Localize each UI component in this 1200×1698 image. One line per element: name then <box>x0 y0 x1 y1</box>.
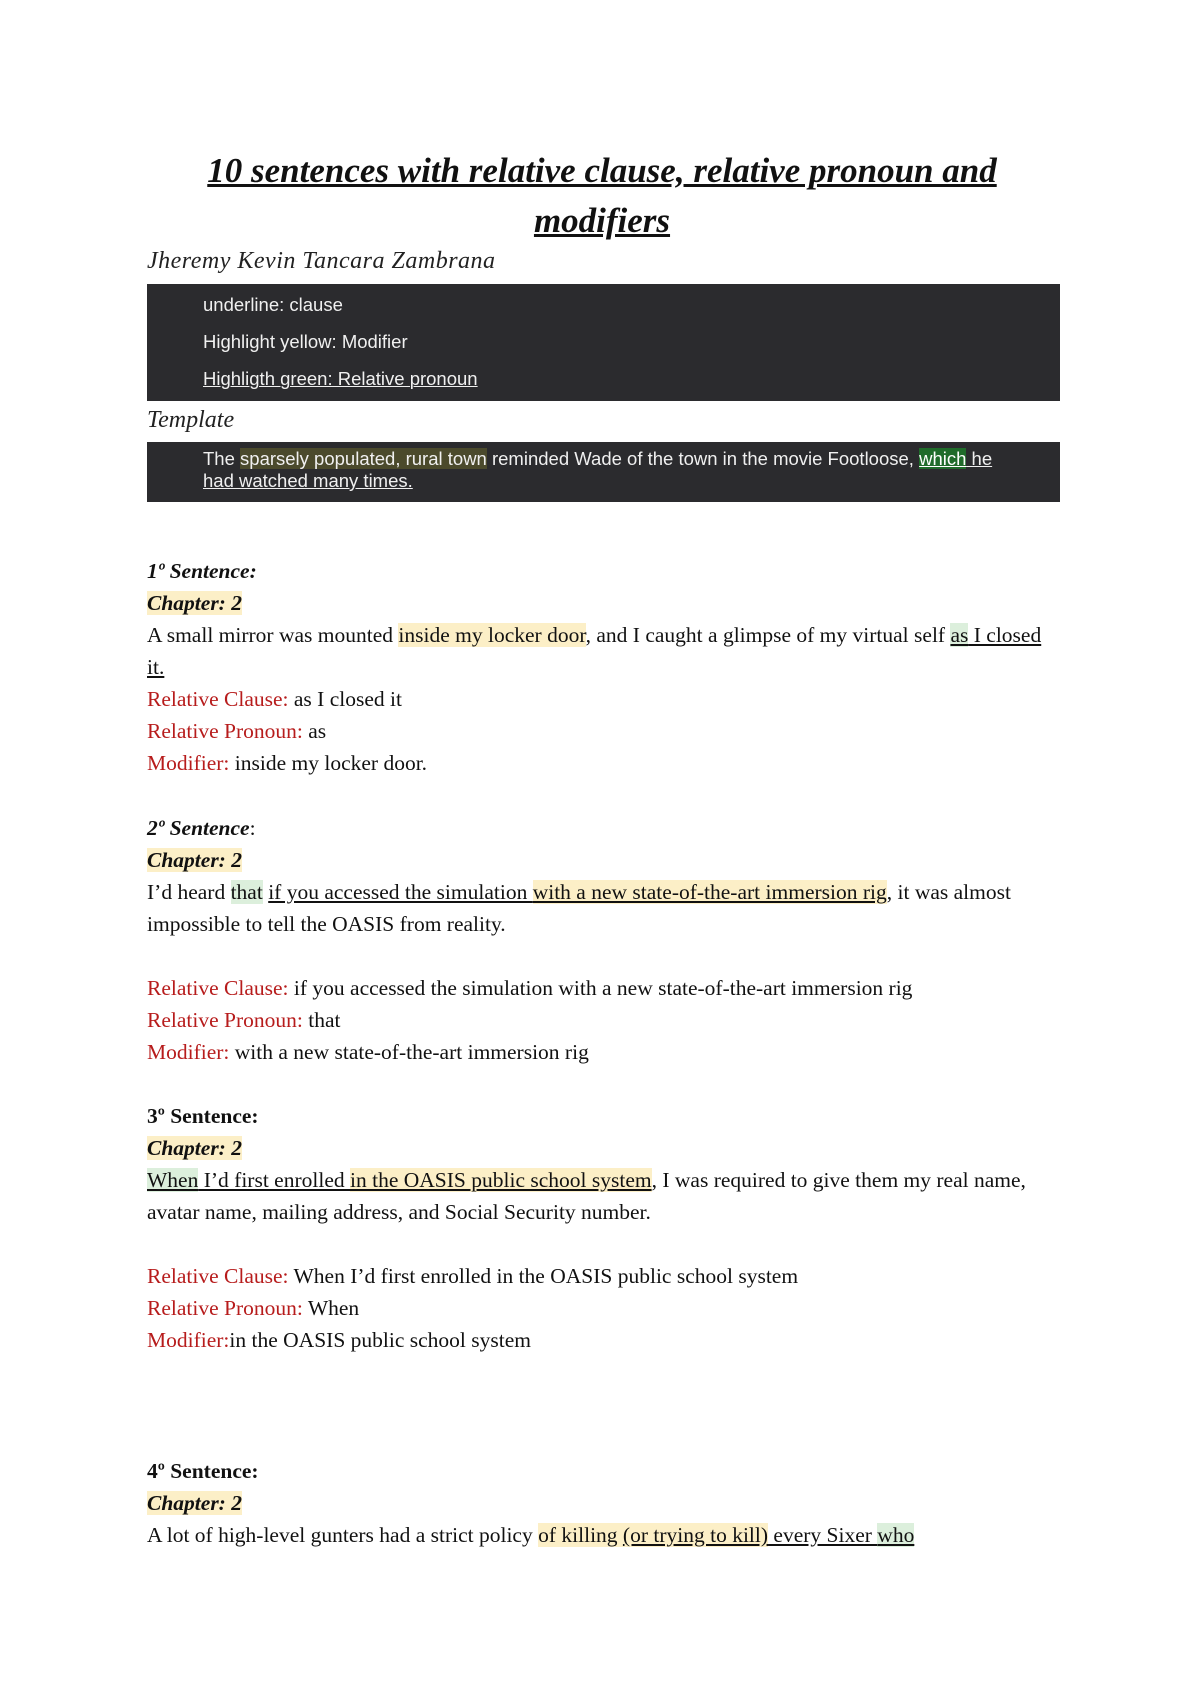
clause-underline: if you accessed the simulation <box>268 880 533 904</box>
relative-pronoun-line: Relative Pronoun: as <box>147 719 327 743</box>
chapter-line <box>147 587 1057 619</box>
legend-green-text: Highligth green: Relative pronoun <box>203 368 478 389</box>
relative-pronoun-line: Relative Pronoun: that <box>147 1008 341 1032</box>
relative-clause-line: Relative Clause: When I’d first enrolled in the OASIS public school system <box>147 1264 799 1288</box>
modifier-highlight: (or trying to kill) <box>622 1523 769 1547</box>
relative-clause-line: Relative Clause: if you accessed the simulation with a new state-of-the-art immersion rig <box>147 976 913 1000</box>
clause-underline: I closed it. <box>147 623 1042 679</box>
template-box <box>147 442 1060 502</box>
sentence-heading: 2º Sentence: <box>147 816 256 840</box>
clause-label: Relative Clause: <box>147 687 289 711</box>
pronoun-highlight: that <box>230 880 263 904</box>
modifier-label: Modifier: <box>147 751 230 775</box>
chapter-line <box>147 1487 1057 1519</box>
sentence-text: A small mirror was mounted inside my locker door, and I caught a glimpse of my virtual self as I closed it. <box>147 623 1042 679</box>
modifier-highlight: in the OASIS public school system <box>350 1168 652 1192</box>
modifier-highlight: of killing <box>538 1523 623 1547</box>
modifier-line: Modifier: with a new state-of-the-art immersion rig <box>147 1040 589 1064</box>
sentence-heading: 4º Sentence: <box>147 1459 259 1483</box>
relative-clause-line: Relative Clause: as I closed it <box>147 687 402 711</box>
modifier-line: Modifier: inside my locker door. <box>147 751 428 775</box>
pronoun-label: Relative Pronoun: <box>147 719 303 743</box>
chapter-label: Chapter: 2 <box>147 591 242 615</box>
legend-box <box>147 284 1060 401</box>
sentence-text: A lot of high-level gunters had a strict policy of killing (or trying to kill) every Sixer who <box>147 1523 915 1547</box>
chapter-line <box>147 1132 1057 1164</box>
blank-line <box>147 1228 1057 1260</box>
template-text: reminded Wade of the town in the movie Footloose, <box>486 448 920 469</box>
sentence-text: When I’d first enrolled in the OASIS public school system, I was required to give them my real name, avatar name, mailing address, and Social Security number. <box>147 1168 1026 1224</box>
sentence-text: I’d heard that if you accessed the simulation with a new state-of-the-art immersion rig, it was almost impossible to tell the OASIS from reality. <box>147 880 1011 936</box>
template-sentence <box>203 448 1023 492</box>
pronoun-highlight: who <box>877 1523 915 1547</box>
template-text: The <box>203 448 241 469</box>
pronoun-highlight: When <box>147 1168 199 1192</box>
template-modifier: sparsely populated, rural town <box>240 448 487 469</box>
template-clause: he had watched many times. <box>203 448 993 491</box>
legend-yellow: Highlight yellow: Modifier <box>203 331 408 352</box>
sentence-heading: 3º Sentence: <box>147 1104 259 1128</box>
chapter-line <box>147 844 1057 876</box>
template-pronoun: which <box>919 448 967 469</box>
template-label: Template <box>147 407 235 433</box>
pronoun-label: Relative Pronoun: <box>147 1296 303 1320</box>
sentence-2 <box>147 812 1057 1068</box>
relative-pronoun-line: Relative Pronoun: When <box>147 1296 360 1320</box>
legend-underline: underline: clause <box>203 294 343 315</box>
chapter-label: Chapter: 2 <box>147 848 242 872</box>
blank-line <box>147 940 1057 972</box>
sentence-heading: 1º Sentence: <box>147 559 257 583</box>
author-name: Jheremy Kevin Tancara Zambrana <box>147 248 496 274</box>
chapter-label: Chapter: 2 <box>147 1491 242 1515</box>
legend-green <box>203 368 478 390</box>
document-title: 10 sentences with relative clause, relative pronoun and modifiers <box>207 151 997 240</box>
sentence-3 <box>147 1100 1057 1356</box>
modifier-highlight: inside my locker door <box>398 623 586 647</box>
clause-underline: I’d first enrolled <box>198 1168 350 1192</box>
modifier-highlight: with a new state-of-the-art immersion rig <box>532 880 887 904</box>
clause-label: Relative Clause: <box>147 976 289 1000</box>
pronoun-label: Relative Pronoun: <box>147 1008 303 1032</box>
sentence-4 <box>147 1455 1057 1551</box>
modifier-line: Modifier:in the OASIS public school system <box>147 1328 531 1352</box>
chapter-label: Chapter: 2 <box>147 1136 242 1160</box>
clause-label: Relative Clause: <box>147 1264 289 1288</box>
modifier-label: Modifier: <box>147 1040 230 1064</box>
clause-underline: every Sixer <box>768 1523 878 1547</box>
pronoun-highlight: as <box>950 623 969 647</box>
sentence-1 <box>147 555 1057 779</box>
modifier-label: Modifier: <box>147 1328 230 1352</box>
